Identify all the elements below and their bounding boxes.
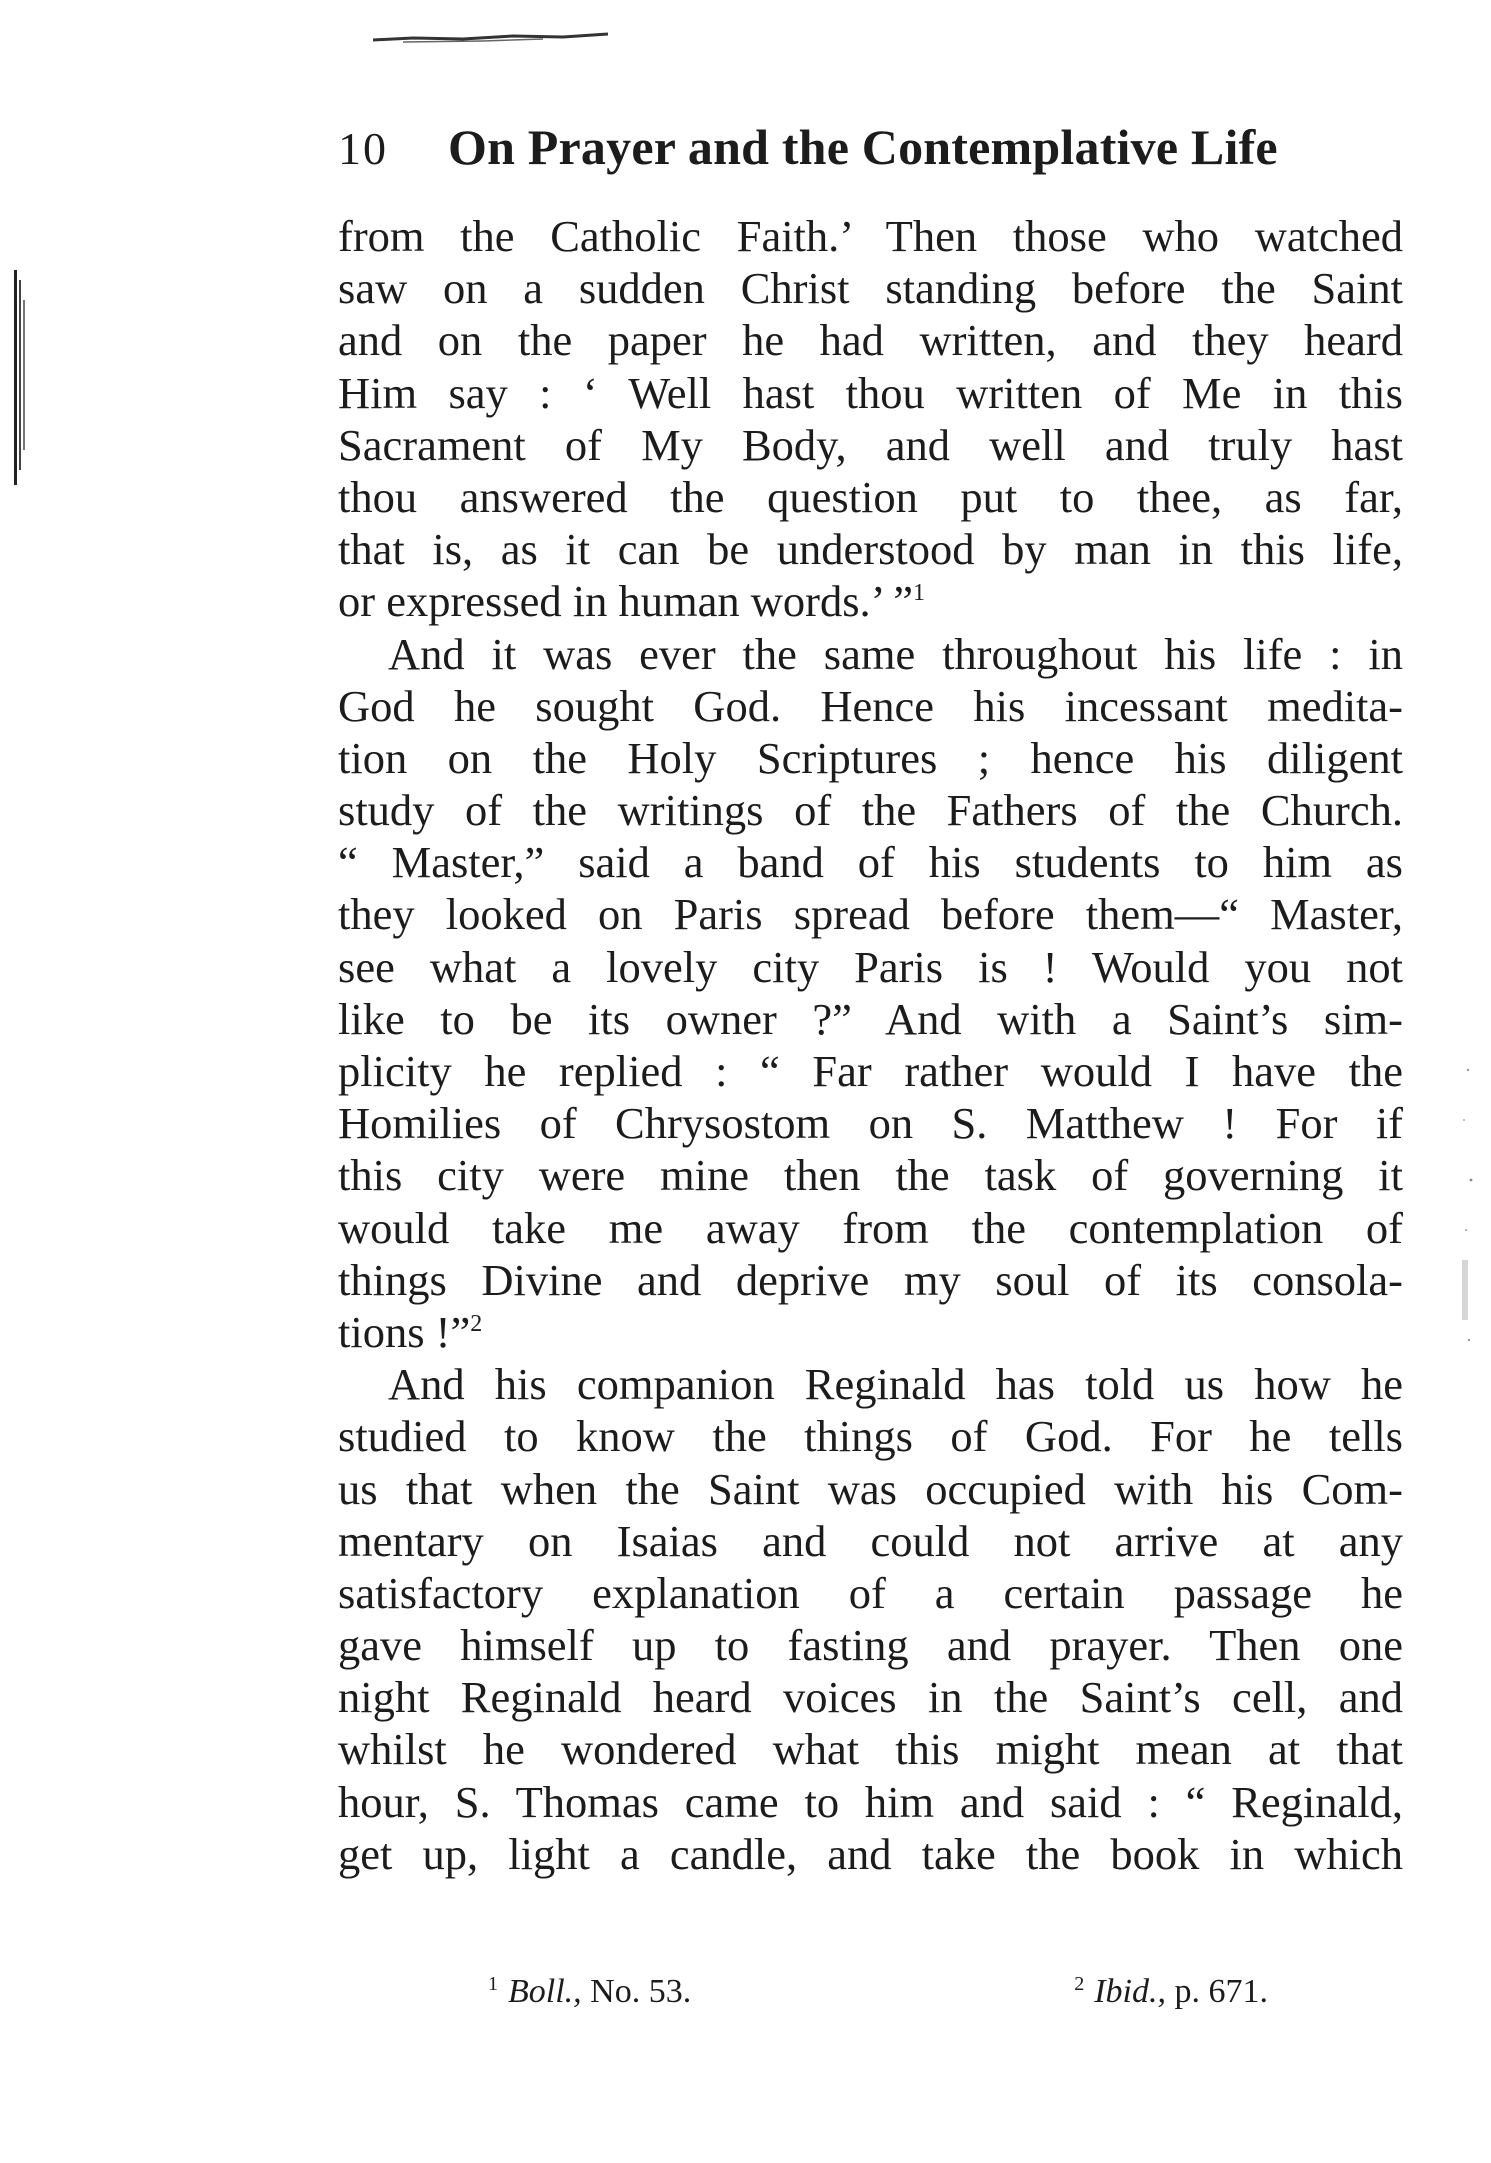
- text-line: [338, 1306, 1403, 1358]
- text-line: [338, 314, 1403, 366]
- text-line: [338, 419, 1403, 471]
- footnote-ref: 1: [913, 580, 926, 607]
- text-line-content: And his companion Reginald has told us how he: [388, 1359, 1403, 1410]
- text-line-content: Him say : ‘ Well hast thou written of Me in this: [338, 367, 1403, 418]
- text-line-content: saw on a sudden Christ standing before the Saint: [338, 263, 1403, 314]
- text-line: [338, 210, 1403, 262]
- text-line: [338, 941, 1403, 993]
- text-line-content: Homilies of Chrysostom on S. Matthew ! For if: [338, 1098, 1403, 1149]
- text-line-content: or expressed in human words.’ ”: [338, 576, 914, 627]
- text-line: [338, 523, 1403, 575]
- text-line: [338, 1567, 1403, 1619]
- footnote-marker: 2: [1074, 1972, 1085, 1995]
- page-number: 10: [338, 123, 388, 174]
- text-line-content: whilst he wondered what this might mean at that: [338, 1724, 1403, 1775]
- text-line: [338, 1202, 1403, 1254]
- text-line-content: tions !”: [338, 1306, 471, 1357]
- footnote-ref: 2: [470, 1311, 483, 1338]
- page-header: [338, 118, 1358, 188]
- footnote-reference: Boll.,: [508, 1973, 582, 2010]
- text-line: [338, 1723, 1403, 1775]
- text-line: [338, 1776, 1403, 1828]
- text-line-content: they looked on Paris spread before them—“ Master,: [338, 889, 1403, 940]
- text-line-content: studied to know the things of God. For he tells: [338, 1411, 1403, 1462]
- text-line-content: Sacrament of My Body, and well and truly hast: [338, 419, 1403, 470]
- text-line-content: things Divine and deprive my soul of its consola-: [338, 1254, 1403, 1305]
- text-line: [338, 1828, 1403, 1880]
- text-line-content: like to be its owner ?” And with a Saint’s sim-: [338, 993, 1403, 1044]
- text-line-content: from the Catholic Faith.’ Then those who watched: [338, 211, 1403, 261]
- text-line: [338, 1358, 1403, 1410]
- text-line-content: “ Master,” said a band of his students to him as: [338, 837, 1403, 888]
- footnote-marker: 1: [488, 1972, 498, 1995]
- text-line-content: study of the writings of the Fathers of the Church.: [338, 785, 1403, 836]
- text-line-content: plicity he replied : “ Far rather would I have the: [338, 1046, 1403, 1096]
- text-line: [338, 1671, 1403, 1723]
- text-line: [338, 1045, 1403, 1097]
- text-line-content: and on the paper he had written, and they heard: [338, 315, 1403, 366]
- footnote-location: No. 53.: [590, 1973, 692, 2010]
- text-line: [338, 888, 1403, 940]
- text-line: [338, 262, 1403, 314]
- text-line: [338, 1097, 1403, 1149]
- text-line-content: night Reginald heard voices in the Saint’s cell, and: [338, 1672, 1403, 1723]
- text-line: [338, 680, 1403, 732]
- text-line: [338, 367, 1403, 419]
- text-line: [338, 1254, 1403, 1306]
- page-edge-speckle: [1438, 1060, 1478, 1360]
- text-line: [338, 575, 1403, 627]
- text-line-content: hour, S. Thomas came to him and said : “ Reginald,: [338, 1776, 1403, 1827]
- text-line: [338, 1463, 1403, 1515]
- ink-smudge: [373, 32, 608, 46]
- text-line-content: us that when the Saint was occupied with his Com-: [338, 1463, 1403, 1514]
- text-line: [338, 836, 1403, 888]
- text-line-content: God he sought God. Hence his incessant medita-: [338, 680, 1403, 731]
- text-line: [338, 993, 1403, 1045]
- text-line: [338, 1149, 1403, 1201]
- text-line: [338, 784, 1403, 836]
- text-line: [338, 1619, 1403, 1671]
- text-line: [338, 471, 1403, 523]
- text-line: [338, 732, 1403, 784]
- footnote-location: p. 671.: [1174, 1973, 1268, 2010]
- binding-edge-mark: [10, 270, 28, 485]
- footnote-2: [1074, 1973, 1268, 2021]
- text-line-content: would take me away from the contemplation of: [338, 1202, 1403, 1253]
- text-line: [338, 628, 1403, 680]
- running-title: On Prayer and the Contemplative Life: [448, 119, 1278, 175]
- text-line-content: get up, light a candle, and take the book in which: [338, 1828, 1403, 1879]
- text-line-content: thou answered the question put to thee, as far,: [338, 471, 1403, 522]
- text-line: [338, 1410, 1403, 1462]
- body-text: [338, 210, 1403, 1880]
- text-line-content: mentary on Isaias and could not arrive at any: [338, 1515, 1403, 1566]
- text-line: [338, 1515, 1403, 1567]
- footnote-1: [488, 1973, 691, 2021]
- text-line-content: gave himself up to fasting and prayer. Then one: [338, 1620, 1403, 1671]
- text-line-content: this city were mine then the task of governing it: [338, 1150, 1403, 1201]
- text-line-content: that is, as it can be understood by man in this life,: [338, 524, 1403, 575]
- text-line-content: And it was ever the same throughout his life : in: [388, 628, 1403, 679]
- text-line-content: see what a lovely city Paris is ! Would you not: [338, 941, 1403, 992]
- footnotes: [488, 1973, 1268, 2021]
- text-line-content: tion on the Holy Scriptures ; hence his diligent: [338, 732, 1403, 783]
- text-line-content: satisfactory explanation of a certain passage he: [338, 1567, 1403, 1618]
- footnote-reference: Ibid.,: [1094, 1973, 1166, 2010]
